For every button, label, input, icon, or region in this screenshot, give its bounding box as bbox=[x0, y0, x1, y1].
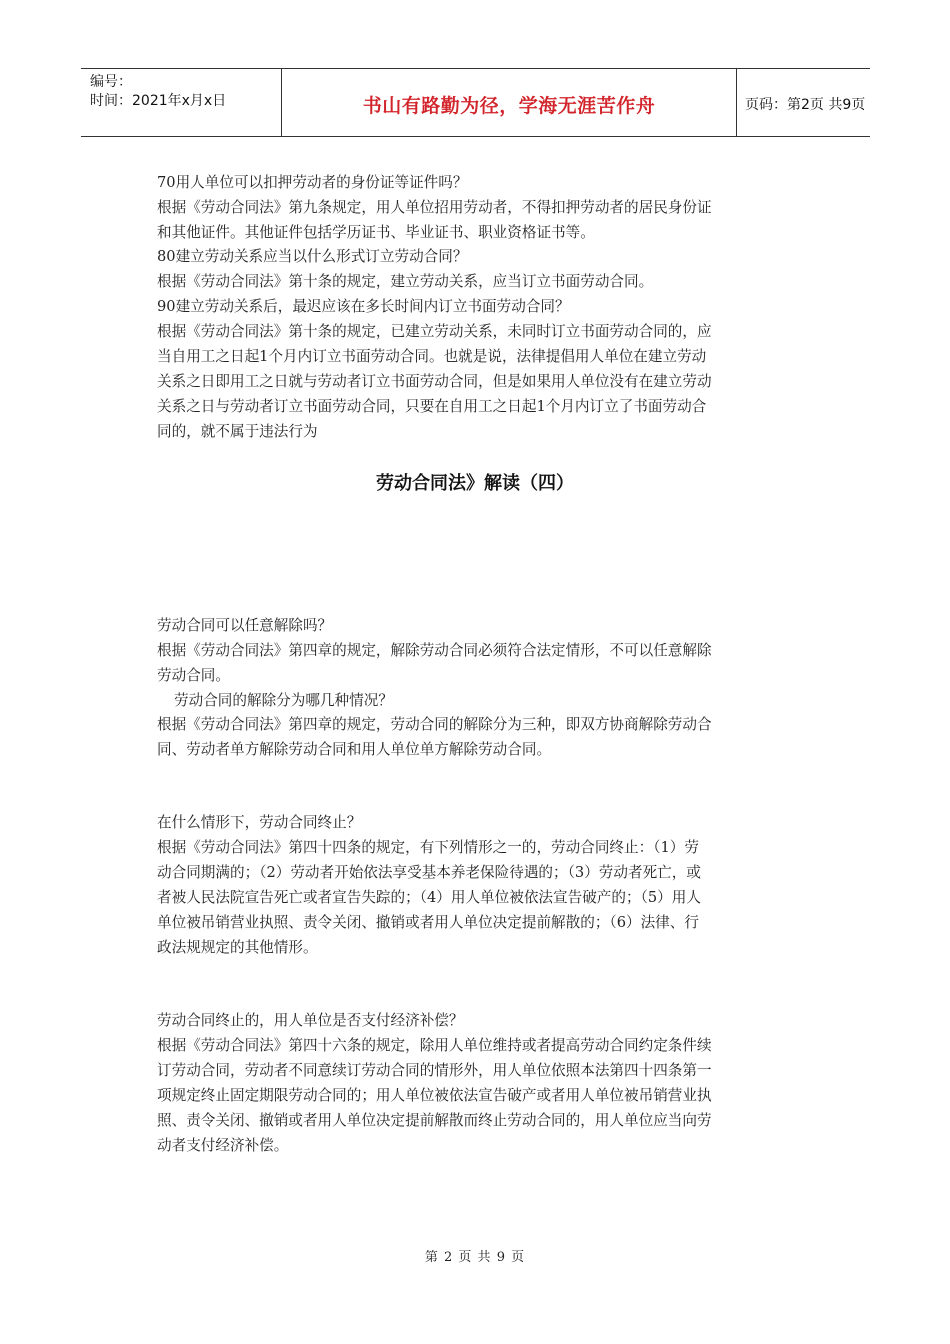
paragraph-line: 当自用工之日起1个月内订立书面劳动合同。也就是说，法律提倡用人单位在建立劳动 bbox=[157, 348, 707, 365]
paragraph-line: 和其他证件。其他证件包括学历证书、毕业证书、职业资格证书等。 bbox=[157, 224, 595, 241]
paragraph-line: 动者支付经济补偿。 bbox=[157, 1137, 289, 1154]
question-line: 在什么情形下，劳动合同终止？ bbox=[157, 814, 362, 831]
question-line: 劳动合同的解除分为哪几种情况？ bbox=[174, 692, 393, 709]
paragraph-line: 劳动合同。 bbox=[157, 667, 230, 684]
paragraph-line: 关系之日即用工之日就与劳动者订立书面劳动合同，但是如果用人单位没有在建立劳动 bbox=[157, 373, 712, 390]
paragraph-line: 关系之日与劳动者订立书面劳动合同，只要在自用工之日起1个月内订立了书面劳动合 bbox=[157, 398, 707, 415]
paragraph-line: 90建立劳动关系后，最迟应该在多长时间内订立书面劳动合同？ bbox=[157, 298, 570, 315]
paragraph-line: 根据《劳动合同法》第十条的规定，已建立劳动关系，未同时订立书面劳动合同的，应 bbox=[157, 323, 712, 340]
page-label: 页码：第2页 共9页 bbox=[745, 97, 866, 113]
paragraph-line: 者被人民法院宣告死亡或者宣告失踪的；（4）用人单位被依法宣告破产的；（5）用人 bbox=[157, 889, 701, 906]
page-footer: 第 2 页 共 9 页 bbox=[424, 1250, 526, 1265]
paragraph-line: 照、责令关闭、撤销或者用人单位决定提前解散而终止劳动合同的，用人单位应当向劳 bbox=[157, 1112, 712, 1129]
paragraph-line: 根据《劳动合同法》第四十六条的规定，除用人单位维持或者提高劳动合同约定条件续 bbox=[157, 1037, 712, 1054]
paragraph-line: 同、劳动者单方解除劳动合同和用人单位单方解除劳动合同。 bbox=[157, 741, 552, 758]
paragraph-line: 订劳动合同，劳动者不同意续订劳动合同的情形外，用人单位依照本法第四十四条第一 bbox=[157, 1062, 712, 1079]
paragraph-line: 70用人单位可以扣押劳动者的身份证等证件吗？ bbox=[157, 174, 468, 191]
date-label: 时间：2021年x月x日 bbox=[90, 93, 227, 109]
motto-text: 书山有路勤为径，学海无涯苦作舟 bbox=[362, 95, 656, 117]
header-page-cell bbox=[737, 69, 870, 136]
question-line: 劳动合同终止的，用人单位是否支付经济补偿？ bbox=[157, 1012, 464, 1029]
question-line: 劳动合同可以任意解除吗？ bbox=[157, 617, 333, 634]
paragraph-line: 根据《劳动合同法》第四章的规定，解除劳动合同必须符合法定情形，不可以任意解除 bbox=[157, 642, 712, 659]
paragraph-line: 根据《劳动合同法》第十条的规定，建立劳动关系，应当订立书面劳动合同。 bbox=[157, 273, 654, 290]
paragraph-line: 80建立劳动关系应当以什么形式订立劳动合同？ bbox=[157, 248, 468, 265]
serial-label: 编号： bbox=[90, 74, 132, 90]
header-motto-cell bbox=[282, 69, 737, 136]
paragraph-line: 同的，就不属于违法行为 bbox=[157, 423, 318, 440]
document-header bbox=[81, 68, 870, 137]
paragraph-line: 动合同期满的；（2）劳动者开始依法享受基本养老保险待遇的；（3）劳动者死亡，或 bbox=[157, 864, 701, 881]
paragraph-line: 根据《劳动合同法》第四十四条的规定，有下列情形之一的，劳动合同终止：（1）劳 bbox=[157, 839, 699, 856]
paragraph-line: 单位被吊销营业执照、责令关闭、撤销或者用人单位决定提前解散的；（6）法律、行 bbox=[157, 914, 699, 931]
paragraph-line: 根据《劳动合同法》第九条规定，用人单位招用劳动者，不得扣押劳动者的居民身份证 bbox=[157, 199, 712, 216]
section-title: 劳动合同法》解读（四） bbox=[376, 473, 574, 494]
paragraph-line: 项规定终止固定期限劳动合同的；用人单位被依法宣告破产或者用人单位被吊销营业执 bbox=[157, 1087, 712, 1104]
header-meta-cell bbox=[81, 69, 282, 136]
paragraph-line: 政法规规定的其他情形。 bbox=[157, 939, 318, 956]
paragraph-line: 根据《劳动合同法》第四章的规定，劳动合同的解除分为三种，即双方协商解除劳动合 bbox=[157, 716, 712, 733]
